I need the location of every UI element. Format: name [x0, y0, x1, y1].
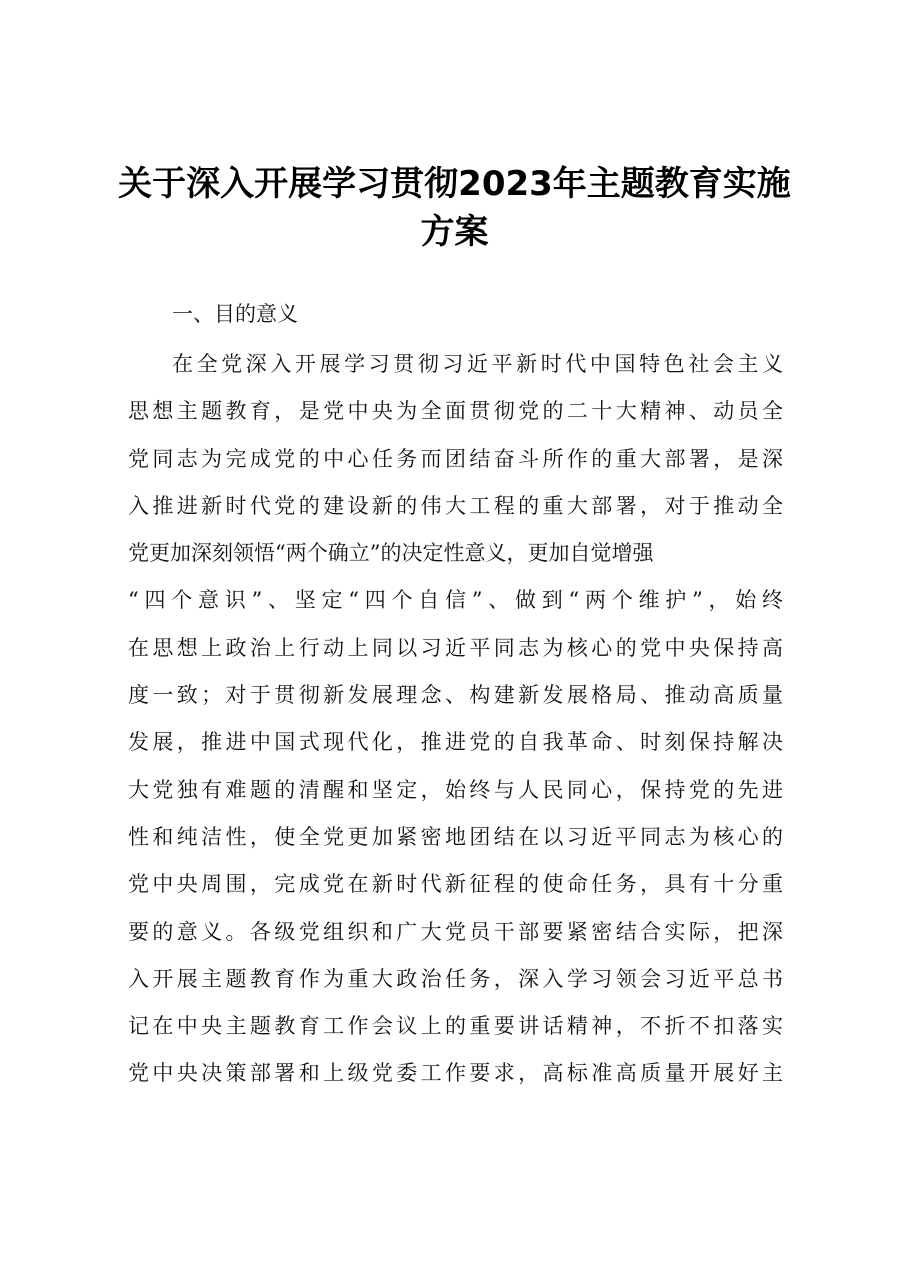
document-title	[100, 160, 809, 256]
paragraph-line: 在全党深入开展学习贯彻习近平新时代中国特色社会主义	[172, 352, 783, 376]
paragraph-line: 入开展主题教育作为重大政治任务，深入学习领会习近平总书	[128, 966, 783, 991]
paragraph-line: “四个意识”、坚定“四个自信”、做到“两个维护”，始终	[128, 588, 783, 613]
body-paragraph	[128, 344, 783, 1101]
paragraph-line: 思想主题教育，是党中央为全面贯彻党的二十大精神、动员全	[128, 399, 783, 424]
paragraph-line: 记在中央主题教育工作会议上的重要讲话精神，不折不扣落实	[128, 1014, 783, 1039]
paragraph-line: 发展，推进中国式现代化，推进党的自我革命、时刻保持解决	[128, 730, 783, 755]
title-line: 方案	[420, 212, 489, 252]
paragraph-line: 党同志为完成党的中心任务而团结奋斗所作的重大部署，是深	[128, 446, 783, 471]
paragraph-line: 入推进新时代党的建设新的伟大工程的重大部署，对于推动全	[128, 493, 783, 518]
paragraph-line: 党更加深刻领悟“两个确立”的决定性意义，更加自觉增强	[128, 541, 654, 566]
paragraph-line: 要的意义。各级党组织和广大党员干部要紧密结合实际，把深	[128, 919, 783, 944]
paragraph-line: 在思想上政治上行动上同以习近平同志为核心的党中央保持高	[128, 635, 783, 660]
section-heading: 一、目的意义	[172, 302, 298, 326]
paragraph-line: 大党独有难题的清醒和坚定，始终与人民同心，保持党的先进	[128, 777, 783, 802]
paragraph-line: 党中央决策部署和上级党委工作要求，高标准高质量开展好主	[128, 1061, 783, 1086]
paragraph-line: 性和纯洁性，使全党更加紧密地团结在以习近平同志为核心的	[128, 824, 783, 849]
paragraph-line: 度一致；对于贯彻新发展理念、构建新发展格局、推动高质量	[128, 683, 783, 708]
title-line: 关于深入开展学习贯彻2023年主题教育实施	[118, 164, 791, 204]
paragraph-line: 党中央周围，完成党在新时代新征程的使命任务，具有十分重	[128, 872, 783, 897]
